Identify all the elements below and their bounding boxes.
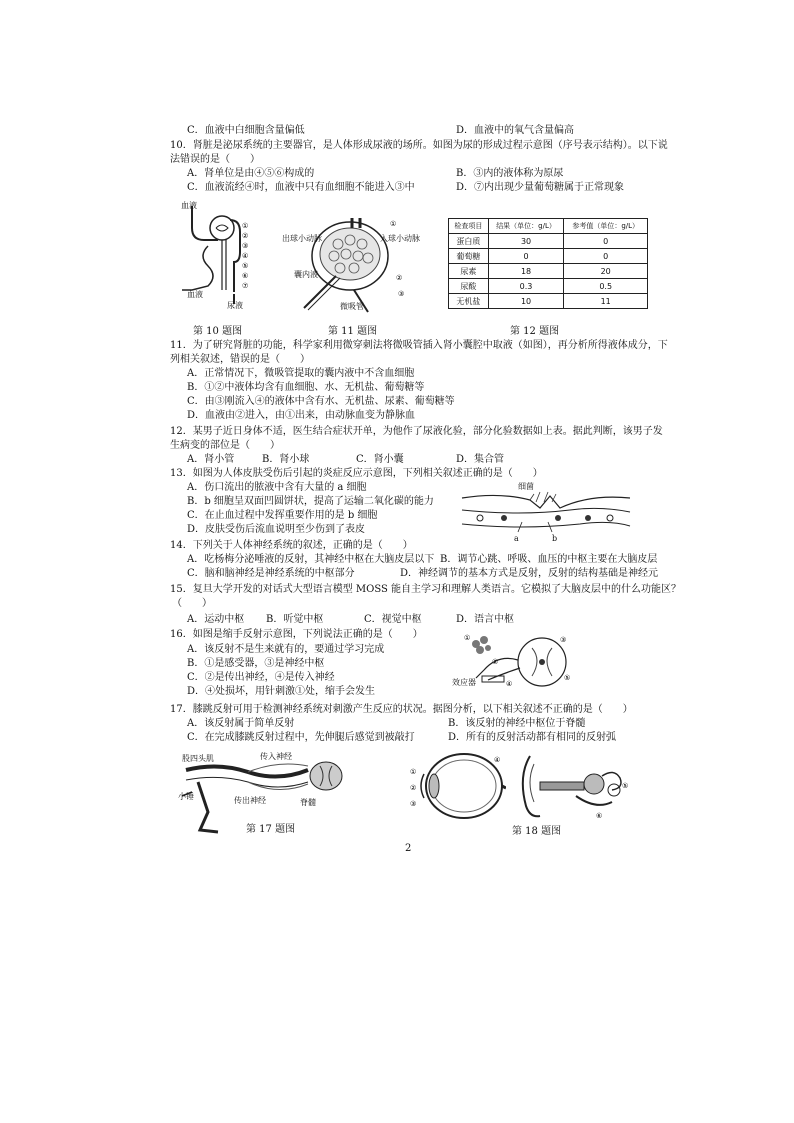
svg-text:①: ① — [464, 634, 471, 642]
q11-stem: 11．为了研究肾脏的功能，科学家利用微穿刺法将微吸管插入肾小囊腔中取液（如图），再分析所得液体成分，下 — [170, 340, 668, 351]
table-cell: 20 — [564, 264, 648, 279]
svg-text:⑥: ⑥ — [242, 272, 249, 280]
q17-option-a: A．该反射属于简单反射 — [187, 718, 295, 729]
svg-text:①: ① — [242, 222, 249, 230]
q12-stem: 12．某男子近日身体不适，医生结合症状开单，为他作了尿液化验，部分化验数据如上表。据此判断，该男子发 — [170, 426, 663, 437]
afferent-nerve-label: 传入神经 — [260, 752, 292, 761]
efferent-nerve-label: 传出神经 — [234, 796, 266, 805]
q15-option-d: D．语言中枢 — [456, 614, 515, 625]
svg-text:⑦: ⑦ — [242, 282, 249, 290]
pipette-label: 微吸管 — [340, 302, 364, 311]
table-header: 结果（单位：g/L） — [488, 219, 564, 234]
q17-option-b: B．该反射的神经中枢位于脊髓 — [448, 718, 586, 729]
q15-option-a: A．运动中枢 — [187, 614, 245, 625]
q15-stem-cont: （ ） — [172, 598, 212, 609]
q10-stem: 10．肾脏是泌尿系统的主要器官，是人体形成尿液的场所。如图为尿的形成过程示意图（序号表示结构）。以下说 — [170, 140, 668, 151]
svg-text:④: ④ — [494, 756, 501, 764]
q14-option-b: B．调节心跳、呼吸、血压的中枢主要在大脑皮层 — [440, 554, 658, 565]
table-row — [449, 264, 648, 279]
q14-option-c: C．脑和脑神经是神经系统的中枢部分 — [187, 568, 355, 579]
nephron-blood-out-label: 血液 — [187, 290, 203, 299]
svg-text:①: ① — [390, 220, 397, 228]
table-cell: 尿酸 — [449, 279, 489, 294]
q14-option-a: A．吃杨梅分泌唾液的反射，其神经中枢在大脑皮层以下 — [187, 554, 435, 565]
q16-stem: 16．如图是缩手反射示意图，下列说法正确的是（ ） — [170, 629, 423, 640]
table-row — [449, 294, 648, 309]
q17-option-c: C．在完成膝跳反射过程中，先伸腿后感觉到被敲打 — [187, 732, 415, 743]
q10-option-c: C．血液流经④时，血液中只有血细胞不能进入③中 — [187, 182, 415, 193]
q11-option-d: D．血液由②进入，由①出来，由动脉血变为静脉血 — [187, 410, 416, 421]
eye-diagram — [406, 748, 506, 822]
table-cell: 18 — [488, 264, 564, 279]
ear-diagram — [516, 746, 632, 824]
q10-option-d: D．⑦内出现少量葡萄糖属于正常现象 — [456, 182, 625, 193]
q14-stem: 14．下列关于人体神经系统的叙述，正确的是（ ） — [170, 540, 413, 551]
capsule-fluid-label: 囊内液 — [294, 270, 318, 279]
q11-option-a: A．正常情况下，微吸管提取的囊内液中不含血细胞 — [187, 368, 415, 379]
q14-option-d: D．神经调节的基本方式是反射，反射的结构基础是神经元 — [400, 568, 659, 579]
quadriceps-label: 股四头肌 — [182, 754, 214, 763]
svg-text:④: ④ — [242, 252, 249, 260]
urine-test-table — [448, 218, 648, 309]
svg-text:②: ② — [492, 658, 499, 666]
q11-option-b: B．①②中液体均含有血细胞、水、无机盐、葡萄糖等 — [187, 382, 425, 393]
svg-text:③: ③ — [560, 636, 567, 644]
table-cell: 30 — [488, 234, 564, 249]
svg-text:②: ② — [410, 784, 417, 792]
svg-text:②: ② — [242, 232, 249, 240]
q16-option-d: D．④处损坏，用针刺激①处，缩手会发生 — [187, 686, 376, 697]
table-cell: 0 — [564, 249, 648, 264]
svg-text:③: ③ — [398, 290, 405, 298]
table-cell: 10 — [488, 294, 564, 309]
table-header: 参考值（单位：g/L） — [564, 219, 648, 234]
q13-option-b: B．b 细胞呈双面凹圆饼状，提高了运输二氧化碳的能力 — [187, 496, 434, 507]
in-artery-label: 入球小动脉 — [380, 234, 420, 243]
fig17-caption: 第 17 题图 — [246, 824, 296, 835]
table-cell: 0 — [488, 249, 564, 264]
q17-stem: 17．膝跳反射可用于检测神经系统对刺激产生反应的状况。据图分析，以下相关叙述不正确的是（ ） — [170, 704, 633, 715]
q13-stem: 13．如图为人体皮肤受伤后引起的炎症反应示意图，下列相关叙述正确的是（ ） — [170, 468, 543, 479]
table-cell: 0 — [564, 234, 648, 249]
q13-option-c: C．在止血过程中发挥重要作用的是 b 细胞 — [187, 510, 378, 521]
q9-option-d: D．血液中的氧气含量偏高 — [456, 125, 575, 136]
q12-option-d: D．集合管 — [456, 454, 505, 465]
cell-b-label: b — [552, 534, 558, 543]
svg-text:⑥: ⑥ — [596, 812, 603, 820]
glomerulus-diagram — [294, 214, 414, 314]
table-row — [449, 249, 648, 264]
svg-text:⑤: ⑤ — [242, 262, 249, 270]
q16-option-b: B．①是感受器，③是神经中枢 — [187, 658, 325, 669]
q13-option-d: D．皮肤受伤后流血说明至少伤到了表皮 — [187, 524, 366, 535]
table-cell: 无机盐 — [449, 294, 489, 309]
svg-text:④: ④ — [506, 680, 513, 688]
fig11-caption: 第 11 题图 — [328, 326, 378, 337]
q11-option-c: C．由③刚流入④的液体中含有水、无机盐、尿素、葡萄糖等 — [187, 396, 455, 407]
table-cell: 11 — [564, 294, 648, 309]
q13-option-a: A．伤口流出的脓液中含有大量的 a 细胞 — [187, 482, 367, 493]
table-row — [449, 279, 648, 294]
hammer-label: 小锤 — [178, 792, 194, 801]
q17-option-d: D．所有的反射活动都有相同的反射弧 — [448, 732, 617, 743]
table-row — [449, 234, 648, 249]
spinal-cord-label: 脊髓 — [300, 798, 316, 807]
svg-text:①: ① — [410, 768, 417, 776]
table-cell: 0.5 — [564, 279, 648, 294]
q15-option-b: B．听觉中枢 — [266, 614, 324, 625]
fig18-caption: 第 18 题图 — [512, 826, 562, 837]
svg-text:③: ③ — [410, 800, 417, 808]
q15-option-c: C．视觉中枢 — [364, 614, 422, 625]
fig10-caption: 第 10 题图 — [193, 326, 243, 337]
nephron-urine-label: 尿液 — [227, 301, 243, 310]
inflammation-diagram — [460, 488, 632, 538]
q10-option-a: A．肾单位是由④⑤⑥构成的 — [187, 168, 315, 179]
table-cell: 尿素 — [449, 264, 489, 279]
q12-option-a: A．肾小管 — [187, 454, 235, 465]
table-cell: 蛋白质 — [449, 234, 489, 249]
table-cell: 葡萄糖 — [449, 249, 489, 264]
q15-stem: 15．复旦大学开发的对话式大型语言模型 MOSS 能自主学习和理解人类语言。它模拟了大脑皮层中的什么功能区？ — [170, 584, 682, 595]
page-number: 2 — [405, 843, 412, 854]
bacteria-label: 细菌 — [518, 482, 534, 491]
fig12-caption: 第 12 题图 — [510, 326, 560, 337]
svg-text:②: ② — [396, 274, 403, 282]
out-artery-label: 出球小动脉 — [282, 234, 322, 243]
svg-text:⑤: ⑤ — [622, 782, 629, 790]
reflex-arc-diagram — [462, 630, 572, 692]
svg-text:③: ③ — [242, 242, 249, 250]
table-header: 检查项目 — [449, 219, 489, 234]
nephron-blood-in-label: 血液 — [181, 201, 197, 210]
q12-option-c: C．肾小囊 — [356, 454, 404, 465]
q10-option-b: B．③内的液体称为原尿 — [456, 168, 564, 179]
effector-label: 效应器 — [452, 678, 476, 687]
svg-text:⑤: ⑤ — [564, 674, 571, 682]
cell-a-label: a — [514, 534, 519, 543]
q12-option-b: B．肾小球 — [262, 454, 310, 465]
q9-option-c: C．血液中白细胞含量偏低 — [187, 125, 305, 136]
q11-stem-cont: 列相关叙述，错误的是（ ） — [170, 354, 310, 365]
q16-option-a: A．该反射不是生来就有的，要通过学习完成 — [187, 644, 385, 655]
q10-stem-cont: 法错误的是（ ） — [170, 154, 260, 165]
q16-option-c: C．②是传出神经，④是传入神经 — [187, 672, 335, 683]
q12-stem-cont: 生病变的部位是（ ） — [170, 440, 280, 451]
table-cell: 0.3 — [488, 279, 564, 294]
